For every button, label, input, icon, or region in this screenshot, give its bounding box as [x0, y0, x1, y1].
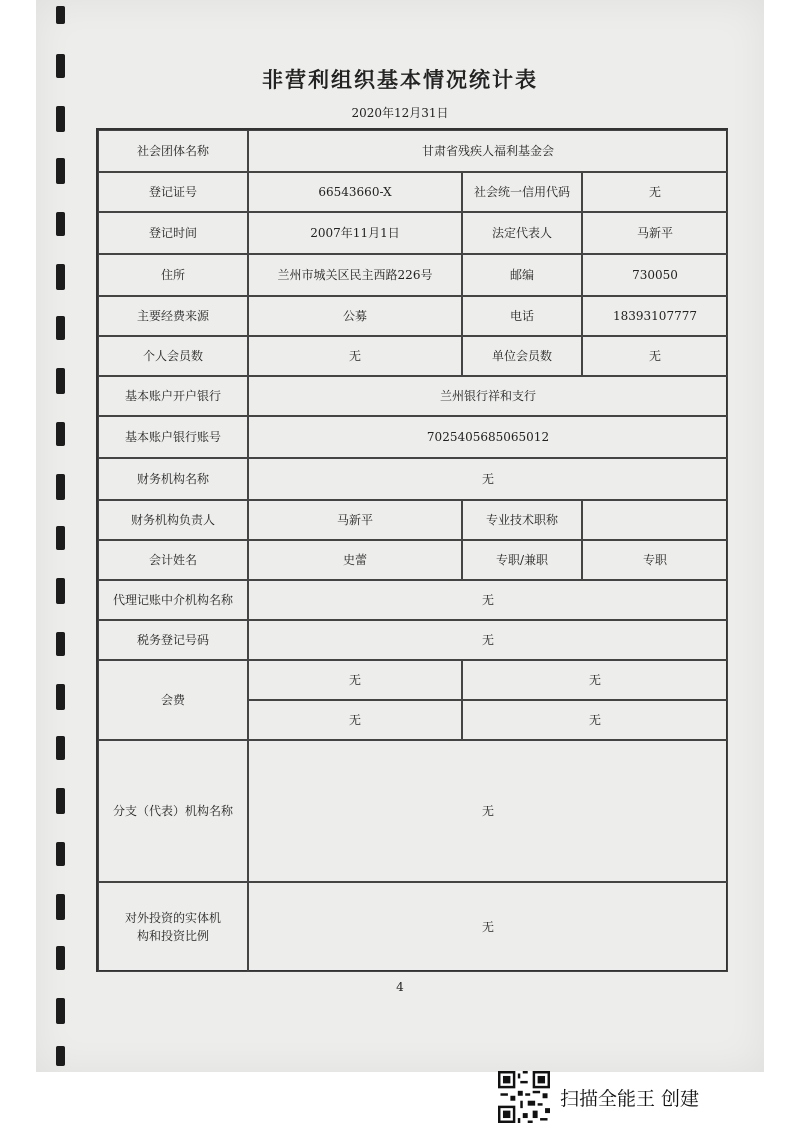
legal-rep-label: 法定代表人	[462, 212, 582, 254]
tech-title-label: 专业技术职称	[462, 500, 582, 540]
address-label: 住所	[98, 254, 248, 296]
fees-r1c2: 无	[462, 660, 728, 700]
tax-label: 税务登记号码	[98, 620, 248, 660]
phone-value: 18393107777	[582, 296, 728, 336]
report-date: 2020年12月31日	[351, 106, 449, 120]
credit-code-value: 无	[582, 172, 728, 212]
finance-head-label: 财务机构负责人	[98, 500, 248, 540]
document-title: 非营利组织基本情况统计表	[262, 68, 538, 92]
indiv-members-value: 无	[248, 336, 462, 376]
agency-value: 无	[248, 580, 728, 620]
account-label: 基本账户银行账号	[98, 416, 248, 458]
funding-value: 公募	[248, 296, 462, 336]
agency-label: 代理记账中介机构名称	[98, 580, 248, 620]
tax-value: 无	[248, 620, 728, 660]
unit-members-label: 单位会员数	[462, 336, 582, 376]
account-value: 7025405685065012	[248, 416, 728, 458]
org-name-value: 甘肃省残疾人福利基金会	[248, 130, 728, 172]
bank-label: 基本账户开户银行	[98, 376, 248, 416]
postcode-label: 邮编	[462, 254, 582, 296]
accountant-label: 会计姓名	[98, 540, 248, 580]
reg-no-value: 66543660-X	[248, 172, 462, 212]
unit-members-value: 无	[582, 336, 728, 376]
org-name-label: 社会团体名称	[98, 130, 248, 172]
invest-label: 对外投资的实体机构和投资比例	[98, 882, 248, 972]
statistics-form	[96, 128, 728, 972]
reg-date-label: 登记时间	[98, 212, 248, 254]
reg-date-value: 2007年11月1日	[248, 212, 462, 254]
finance-org-value: 无	[248, 458, 728, 500]
branches-value: 无	[248, 740, 728, 882]
invest-value: 无	[248, 882, 728, 972]
legal-rep-value: 马新平	[582, 212, 728, 254]
fulltime-label: 专职/兼职	[462, 540, 582, 580]
finance-head-value: 马新平	[248, 500, 462, 540]
fees-r1c1: 无	[248, 660, 462, 700]
credit-code-label: 社会统一信用代码	[462, 172, 582, 212]
accountant-value: 史蕾	[248, 540, 462, 580]
fees-r2c1: 无	[248, 700, 462, 740]
indiv-members-label: 个人会员数	[98, 336, 248, 376]
reg-no-label: 登记证号	[98, 172, 248, 212]
qr-code-icon	[498, 1071, 550, 1123]
postcode-value: 730050	[582, 254, 728, 296]
fulltime-value: 专职	[582, 540, 728, 580]
scanner-brand: 扫描全能王 创建	[560, 1088, 700, 1110]
fees-label: 会费	[98, 660, 248, 740]
phone-label: 电话	[462, 296, 582, 336]
fees-r2c2: 无	[462, 700, 728, 740]
bank-value: 兰州银行祥和支行	[248, 376, 728, 416]
tech-title-value	[582, 500, 728, 540]
branches-label: 分支（代表）机构名称	[98, 740, 248, 882]
address-value: 兰州市城关区民主西路226号	[248, 254, 462, 296]
page-number: 4	[396, 980, 404, 994]
finance-org-label: 财务机构名称	[98, 458, 248, 500]
funding-label: 主要经费来源	[98, 296, 248, 336]
